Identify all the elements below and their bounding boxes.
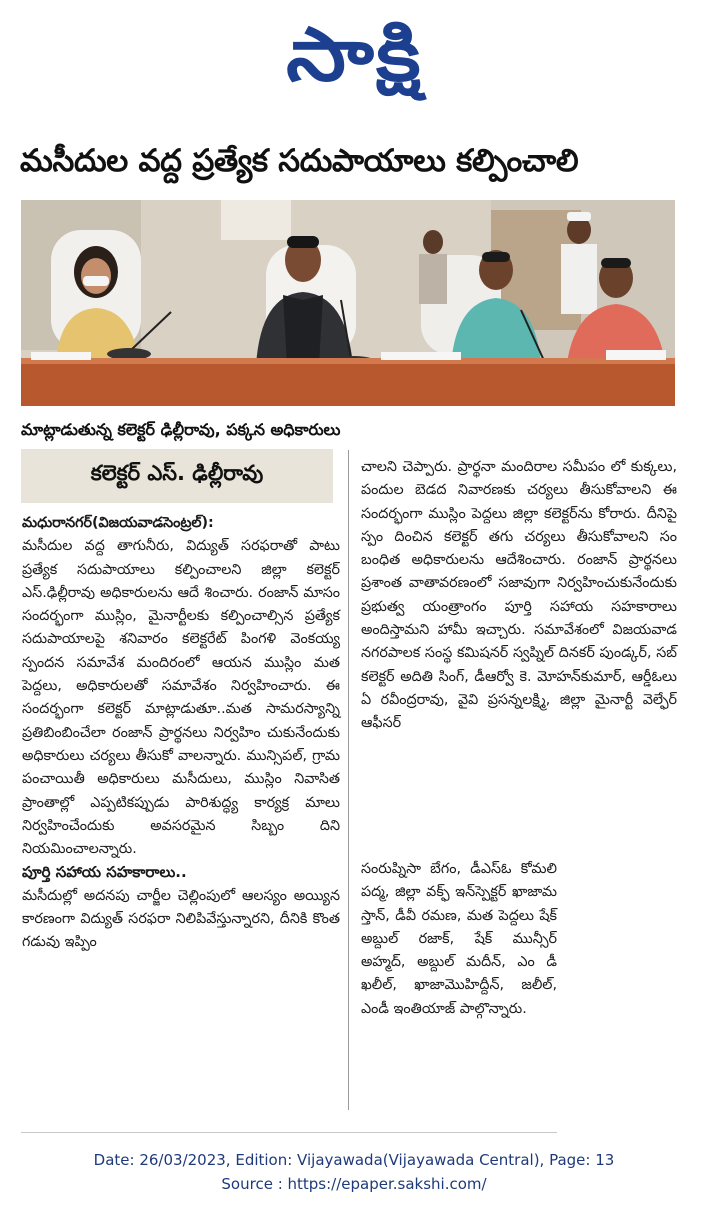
- article-paragraph: మసీదుల్లో అదనపు చార్జీల చెల్లింపులో ఆలస్యం అయ్యిన కారణంగా విద్యుత్ సరఫరా నిలిపివేస్తున్నారని, దీనికి కొంత గడువు ఇప్పిం: [22, 887, 340, 951]
- article-column-right: [361, 456, 677, 736]
- bottom-divider: [21, 1132, 557, 1133]
- article-paragraph: మసీదుల వద్ద తాగునీరు, విద్యుత్ సరఫరాతో పాటు ప్రత్యేక సదుపాయాలు కల్పించాలని జిల్లా కలెక్టర్ ఎస్.ఢిల్లీరావు అధికారులను ఆదే శించారు. రంజాన్ మాసం సందర్భంగా ముస్లిం, మైనార్టీలకు కల్పించాల్సిన ప్రత్యేక సదుపాయాలపై శనివారం కలెక్టరేట్ పింగళి వెంకయ్య స్పందన సమావేశ మందిరంలో ఆయన ముస్లిం మత పెద్దలు, అధికారులతో సమావేశం నిర్వహించారు. ఈ సందర్భంగా కలెక్టర్ మాట్లాడుతూ..మత సామరస్యాన్ని ప్రతిబింబించేలా రంజాన్ ప్రార్థనలు నిర్వహిం చుకునేందుకు అధికారులు చర్యలు తీసుకో వాలన్నారు. మున్సిపల్, గ్రామ పంచాయితీ అధికారులు మసీదులు, ముస్లిం నివాసిత ప్రాంతాల్లో ఎప్పటికప్పుడు పారిశుద్ధ్య కార్యక్ర మాలు నిర్వహించేందుకు అవసరమైన సిబ్బం దిని నియమించాలన్నారు.: [22, 538, 340, 858]
- news-photo: [21, 200, 675, 406]
- edition-info: Date: 26/03/2023, Edition: Vijayawada(Vijayawada Central), Page: 13: [93, 1151, 615, 1169]
- subhead-text: కలెక్టర్ ఎస్. ఢిల్లీరావు: [90, 461, 264, 485]
- headline: మసీదుల వద్ద ప్రత్యేక సదుపాయాలు కల్పించాలి: [20, 143, 579, 179]
- article-subheading: పూర్తి సహాయ సహకారాలు..: [22, 863, 187, 882]
- article-column-left: [22, 512, 340, 955]
- sakshi-logo: సాక్షి: [285, 12, 423, 98]
- source-link[interactable]: Source : https://epaper.sakshi.com/: [221, 1175, 487, 1193]
- article-paragraph: చాలని చెప్పారు. ప్రార్థనా మందిరాల సమీపం లో కుక్కలు, పందుల బెడద నివారణకు చర్యలు తీసుకోవాలని ఈ సందర్భంగా ముస్లిం పెద్దలు జిల్లా కలెక్టర్‌ను కోరారు. దీనిపై స్పం దించిన కలెక్టర్ తగు చర్యలు తీసుకోవాలని సం బంధిత అధికారులను ఆదేశించారు. రంజాన్ ప్రార్థనలు ప్రశాంత వాతావరణంలో సజావుగా నిర్వహించుకునేందుకు ప్రభుత్వ యంత్రాంగం పూర్తి సహాయ సహకారాలు అందిస్తామని హామీ ఇచ్చారు. సమావేశంలో విజయవాడ నగరపాలక సంస్థ కమిషనర్ స్వప్నిల్ దినకర్ పుండ్కర్, సబ్ కలెక్టర్ అదితి సింగ్, డీఆర్వో కె. మోహన్‌కుమార్, ఆర్డీఓలు ఏ రవీంద్రరావు, వైవి ప్రసన్నలక్ష్మి, జిల్లా మైనార్టీ వెల్ఫేర్ ఆఫీసర్: [361, 459, 677, 732]
- article-paragraph: సంరుప్నిసా బేగం, డీఎస్ఓ కోమలి పద్మ, జిల్లా వక్ఫ్ ఇన్‌స్పెక్టర్ ఖాజామ స్తాన్, డీవీ రమణ, మత పెద్దలు షేక్ అబ్దుల్ రజాక్, షేక్ మున్సీర్ అహ్మద్, అబ్దుల్ మదీన్, ఎం డీ ఖలీల్, ఖాజామొహిద్దీన్, జలీల్, ఎండీ ఇంతియాజ్ పాల్గొన్నారు.: [361, 861, 557, 1017]
- article-column-right-narrow: [361, 858, 557, 1021]
- subhead-box: [21, 449, 333, 503]
- masthead: [0, 10, 708, 100]
- photo-caption: మాట్లాడుతున్న కలెక్టర్ ఢిల్లీరావు, పక్కన అధికారులు: [21, 420, 341, 439]
- column-divider: [348, 450, 349, 1110]
- dateline: మధురానగర్(విజయవాడసెంట్రల్):: [22, 515, 214, 531]
- meeting-photo-illustration: [21, 200, 675, 406]
